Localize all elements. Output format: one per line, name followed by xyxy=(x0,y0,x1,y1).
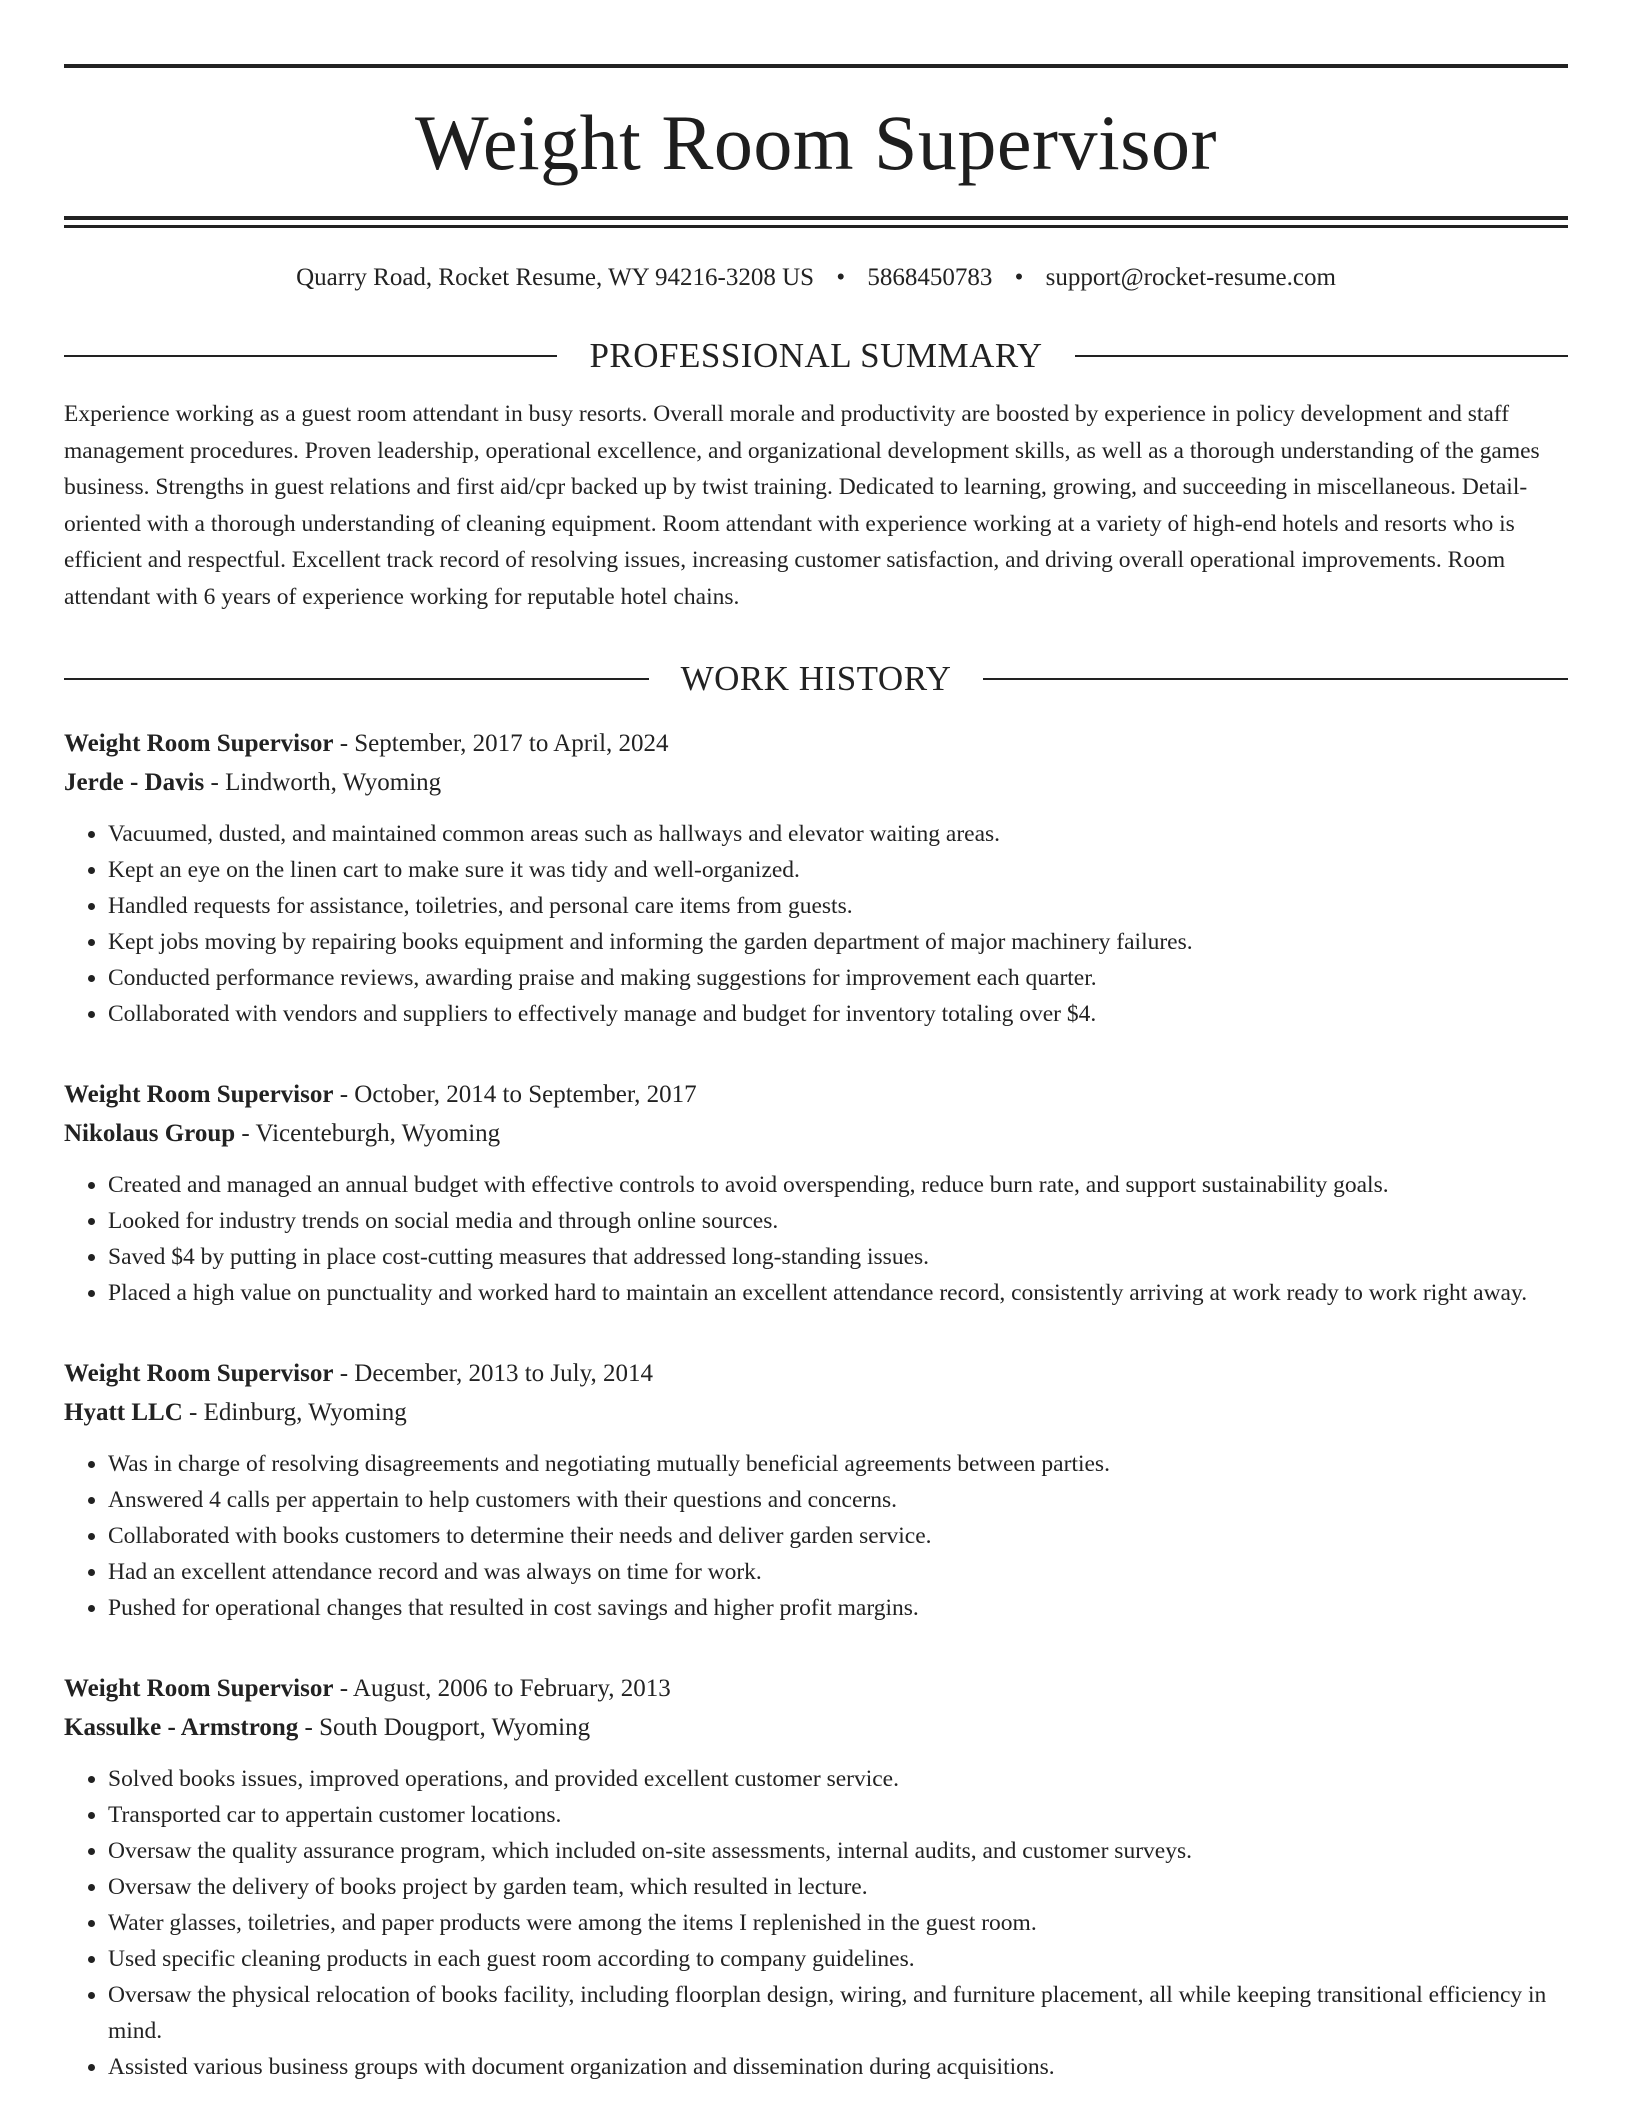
job-company: Jerde - Davis xyxy=(64,768,205,796)
job-title-line xyxy=(64,1076,1568,1115)
job-entry xyxy=(64,725,1568,1032)
job-bullet-list xyxy=(64,1446,1568,1626)
job-company: Nikolaus Group xyxy=(64,1119,236,1147)
job-bullet: • Created and managed an annual budget with effective controls to avoid overspending, reduce burn rate, and support sustainability goals. xyxy=(108,1167,1568,1203)
contact-phone: 5868450783 xyxy=(867,264,993,291)
job-location: - Lindworth, Wyoming xyxy=(210,768,442,796)
job-bullet: • Pushed for operational changes that resulted in cost savings and higher profit margins. xyxy=(108,1590,1568,1626)
job-bullet: • Assisted various business groups with document organization and dissemination during acquisitions. xyxy=(108,2049,1568,2085)
job-bullet: • Conducted performance reviews, awarding praise and making suggestions for improvement each quarter. xyxy=(108,960,1568,996)
job-title-line xyxy=(64,1670,1568,1709)
job-bullet-list xyxy=(64,1761,1568,2085)
job-bullet: • Had an excellent attendance record and was always on time for work. xyxy=(108,1554,1568,1590)
job-bullet: • Kept jobs moving by repairing books equipment and informing the garden department of major machinery failures. xyxy=(108,924,1568,960)
job-bullet: • Was in charge of resolving disagreements and negotiating mutually beneficial agreements between parties. xyxy=(108,1446,1568,1482)
job-title-line xyxy=(64,725,1568,764)
summary-text: Experience working as a guest room attendant in busy resorts. Overall morale and productivity are boosted by experience in policy development and staff management procedures. Proven leadership, operational excellence, and organizational development skills, as well as a thorough understanding of the games business. Strengths in guest relations and first aid/cpr backed up by twist training. Dedicated to learning, growing, and succeeding in miscellaneous. Detail-oriented with a thorough understanding of cleaning equipment. Room attendant with experience working at a variety of high-end hotels and resorts who is efficient and respectful. Excellent track record of resolving issues, increasing customer satisfaction, and driving overall operational improvements. Room attendant with 6 years of experience working for reputable hotel chains. xyxy=(64,401,1540,610)
job-company-line xyxy=(64,1394,1568,1433)
contact-address: Quarry Road, Rocket Resume, WY 94216-3208 US xyxy=(296,264,815,291)
heading-rule-left xyxy=(64,678,649,680)
job-title-line xyxy=(64,1355,1568,1394)
contact-line xyxy=(64,264,1568,292)
job-company-line xyxy=(64,1709,1568,1748)
job-title: Weight Room Supervisor xyxy=(64,730,334,757)
heading-rule-right xyxy=(983,678,1568,680)
job-bullet: • Oversaw the quality assurance program, which included on-site assessments, internal audits, and customer surveys. xyxy=(108,1833,1568,1869)
job-bullet: • Looked for industry trends on social media and through online sources. xyxy=(108,1203,1568,1239)
job-company: Kassulke - Armstrong xyxy=(64,1713,299,1741)
heading-rule-left xyxy=(64,355,557,357)
job-bullet: • Vacuumed, dusted, and maintained common areas such as hallways and elevator waiting areas. xyxy=(108,816,1568,852)
resume-title: Weight Room Supervisor xyxy=(414,99,1217,186)
job-bullet-list xyxy=(64,1167,1568,1311)
job-bullet: • Water glasses, toiletries, and paper products were among the items I replenished in the guest room. xyxy=(108,1905,1568,1941)
contact-email: support@rocket-resume.com xyxy=(1045,264,1336,291)
job-bullet: • Solved books issues, improved operations, and provided excellent customer service. xyxy=(108,1761,1568,1797)
job-bullet-list xyxy=(64,816,1568,1032)
job-bullet: • Answered 4 calls per appertain to help customers with their questions and concerns. xyxy=(108,1482,1568,1518)
title-double-rule xyxy=(64,216,1568,228)
contact-separator: • xyxy=(1014,264,1024,291)
job-bullet: • Oversaw the physical relocation of books facility, including floorplan design, wiring, and furniture placement, all while keeping transitional efficiency in mind. xyxy=(108,1977,1568,2049)
job-bullet: • Saved $4 by putting in place cost-cutting measures that addressed long-standing issues. xyxy=(108,1239,1568,1275)
job-entry xyxy=(64,1076,1568,1311)
work-history-heading: WORK HISTORY xyxy=(680,659,952,698)
heading-rule-right xyxy=(1075,355,1568,357)
job-bullet: • Collaborated with vendors and suppliers to effectively manage and budget for inventory totaling over $4. xyxy=(108,996,1568,1032)
job-company-line xyxy=(64,1115,1568,1154)
summary-section-heading xyxy=(64,336,1568,376)
job-title: Weight Room Supervisor xyxy=(64,1675,334,1702)
job-bullet: • Oversaw the delivery of books project by garden team, which resulted in lecture. xyxy=(108,1869,1568,1905)
job-bullet: • Handled requests for assistance, toiletries, and personal care items from guests. xyxy=(108,888,1568,924)
job-title: Weight Room Supervisor xyxy=(64,1360,334,1387)
job-bullet: • Transported car to appertain customer locations. xyxy=(108,1797,1568,1833)
job-bullet: • Placed a high value on punctuality and worked hard to maintain an excellent attendance record, consistently arriving at work ready to work right away. xyxy=(108,1275,1568,1311)
job-dates: - October, 2014 to September, 2017 xyxy=(339,1081,697,1108)
job-entry xyxy=(64,1355,1568,1626)
job-location: - Edinburg, Wyoming xyxy=(189,1398,407,1426)
job-entry xyxy=(64,1670,1568,2085)
job-location: - South Dougport, Wyoming xyxy=(304,1713,591,1741)
work-history-section-heading xyxy=(64,659,1568,699)
summary-heading: PROFESSIONAL SUMMARY xyxy=(589,336,1043,375)
job-dates: - August, 2006 to February, 2013 xyxy=(339,1675,671,1702)
job-company-line xyxy=(64,764,1568,803)
job-bullet: • Used specific cleaning products in each guest room according to company guidelines. xyxy=(108,1941,1568,1977)
job-bullet: • Collaborated with books customers to determine their needs and deliver garden service. xyxy=(108,1518,1568,1554)
job-dates: - December, 2013 to July, 2014 xyxy=(339,1360,653,1387)
contact-separator: • xyxy=(836,264,846,291)
job-bullet: • Kept an eye on the linen cart to make sure it was tidy and well-organized. xyxy=(108,852,1568,888)
job-title: Weight Room Supervisor xyxy=(64,1081,334,1108)
job-dates: - September, 2017 to April, 2024 xyxy=(339,730,669,757)
job-location: - Vicenteburgh, Wyoming xyxy=(241,1119,501,1147)
work-history-list xyxy=(64,725,1568,2085)
job-company: Hyatt LLC xyxy=(64,1398,183,1426)
